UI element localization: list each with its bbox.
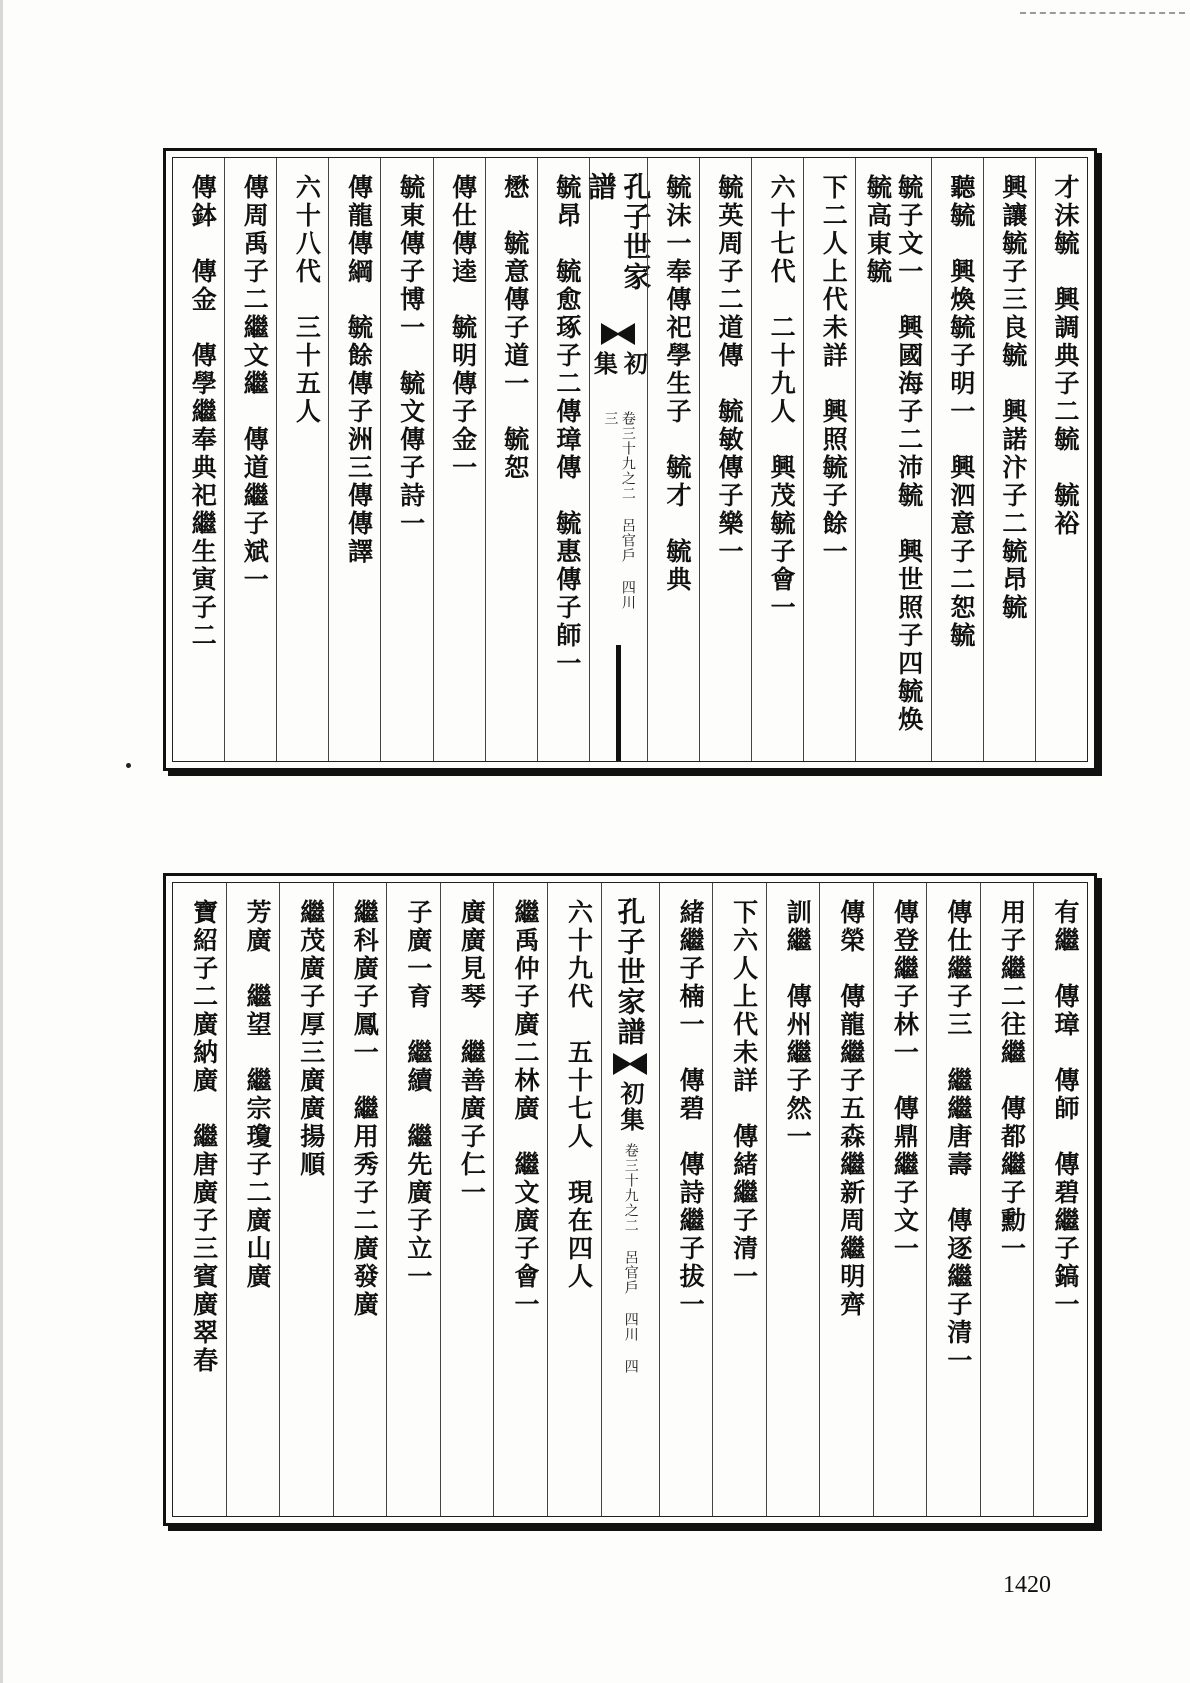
text-column: 毓沫一奉傳祀學生子 毓才 毓典 bbox=[647, 158, 699, 761]
center-fold bbox=[601, 883, 659, 1516]
chapter-meta: 卷三十九之二 呂官戶 四川 四 bbox=[622, 1143, 639, 1374]
text-column: 緒繼子楠一 傳碧 傳詩繼子拔一 bbox=[659, 883, 713, 1516]
fishtail-mark-icon bbox=[613, 1053, 647, 1075]
generation-heading: 六十七代 二十九人 興茂毓子會一 bbox=[751, 158, 803, 761]
text-column: 毓東傳子博一 毓文傳子詩一 bbox=[380, 158, 432, 761]
text-column: 傳鉢 傳金 傳學繼奉典祀繼生寅子二 bbox=[188, 174, 218, 650]
book-title: 孔子世家譜 bbox=[613, 897, 647, 1047]
text-column: 傳周禹子二繼文繼 傳道繼子斌一 bbox=[224, 158, 276, 761]
text-column: 聽毓 興煥毓子明一 興泗意子二恕毓 bbox=[931, 158, 983, 761]
text-column: 廣廣見琴 繼善廣子仁一 bbox=[440, 883, 494, 1516]
center-fold bbox=[584, 158, 653, 761]
top-page-frame bbox=[163, 148, 1097, 771]
text-column: 用子繼二往繼 傳都繼子勳一 bbox=[980, 883, 1034, 1516]
text-column: 下六人上代未詳 傳緒繼子清一 bbox=[712, 883, 766, 1516]
fold-rule bbox=[616, 645, 621, 761]
fishtail-mark-icon bbox=[601, 323, 635, 345]
volume-label: 初集 bbox=[616, 1081, 645, 1133]
page-number: 1420 bbox=[1003, 1572, 1051, 1598]
text-column: 才沫毓 興調典子二毓 毓裕 bbox=[1035, 158, 1087, 761]
text-column: 下二人上代未詳 興照毓子餘一 bbox=[803, 158, 855, 761]
volume-label: 初集 bbox=[589, 350, 649, 377]
text-column: 毓英周子二道傳 毓敏傳子樂一 bbox=[699, 158, 751, 761]
text-column: 興讓毓子三良毓 興諾汴子二毓昂毓 bbox=[983, 158, 1035, 761]
text-column: 訓繼 傳州繼子然一 bbox=[766, 883, 820, 1516]
text-column: 繼禹仲子廣二林廣 繼文廣子會一 bbox=[493, 883, 547, 1516]
text-column: 傳榮 傳龍繼子五森繼新周繼明齊 bbox=[819, 883, 873, 1516]
chapter-meta: 卷三十九之二 呂官戶 四川 三 bbox=[602, 410, 636, 627]
text-column: 傳仕繼子三 繼繼唐壽 傳逐繼子清一 bbox=[926, 883, 980, 1516]
text-column: 芳廣 繼望 繼宗瓊子二廣山廣 bbox=[226, 883, 280, 1516]
text-column: 毓昂 毓愈琢子二傳璋傳 毓惠傳子師一 bbox=[537, 158, 589, 761]
scan-top-mark bbox=[1020, 12, 1185, 14]
bottom-page-columns bbox=[172, 882, 1088, 1517]
text-column: 寶紹子二廣納廣 繼唐廣子三賓廣翠春 bbox=[189, 899, 219, 1375]
text-column: 毓子文一 興國海子二沛毓 興世照子四毓焕毓高東毓 bbox=[855, 158, 931, 761]
book-title: 孔子世家譜 bbox=[584, 172, 653, 292]
text-column: 繼科廣子鳳一 繼用秀子二廣發廣 bbox=[333, 883, 387, 1516]
text-column: 有繼 傳璋 傳師 傳碧繼子鎬一 bbox=[1033, 883, 1087, 1516]
scan-edge bbox=[0, 0, 3, 1683]
bottom-page-frame bbox=[163, 873, 1097, 1526]
scan-dot bbox=[126, 763, 131, 768]
text-column: 子廣一育 繼續 繼先廣子立一 bbox=[386, 883, 440, 1516]
text-column: 懋 毓意傳子道一 毓恕 bbox=[485, 158, 537, 761]
text-column: 傳龍傳綱 毓餘傳子洲三傳傳譯 bbox=[328, 158, 380, 761]
text-column: 傳登繼子林一 傳鼎繼子文一 bbox=[873, 883, 927, 1516]
generation-heading: 六十八代 三十五人 bbox=[276, 158, 328, 761]
top-page-columns bbox=[172, 157, 1088, 762]
text-column: 傳仕傳逵 毓明傳子金一 bbox=[433, 158, 485, 761]
text-column: 繼茂廣子厚三廣廣揚順 bbox=[279, 883, 333, 1516]
generation-heading: 六十九代 五十七人 現在四人 bbox=[547, 883, 601, 1516]
